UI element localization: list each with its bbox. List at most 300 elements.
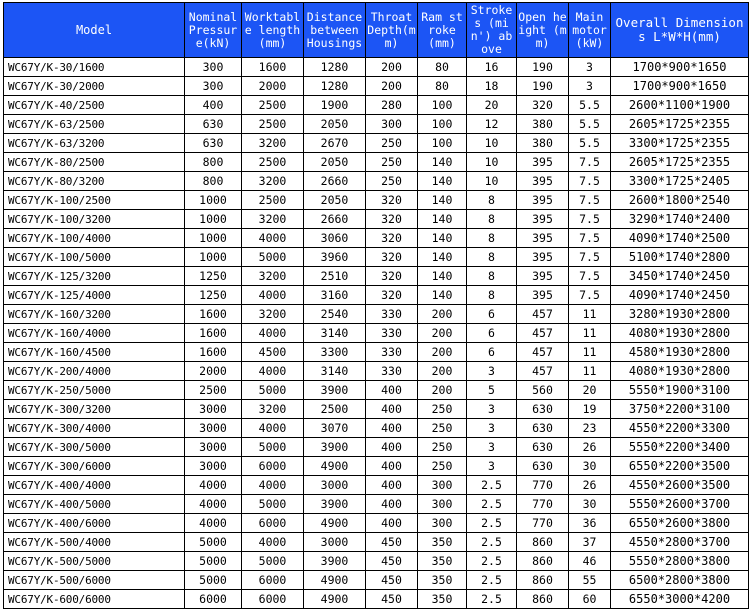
cell-nominal-pressure: 300 <box>185 77 242 96</box>
cell-worktable-length: 6000 <box>242 571 304 590</box>
cell-main-motor: 23 <box>569 419 611 438</box>
cell-ram-stroke: 200 <box>418 324 467 343</box>
cell-model: WC67Y/K-300/5000 <box>4 438 185 457</box>
cell-overall-dimensions: 5550*2600*3700 <box>611 495 749 514</box>
cell-strokes: 3 <box>467 400 517 419</box>
cell-nominal-pressure: 1000 <box>185 229 242 248</box>
cell-worktable-length: 3200 <box>242 400 304 419</box>
cell-ram-stroke: 250 <box>418 438 467 457</box>
cell-throat-depth: 450 <box>366 552 418 571</box>
cell-throat-depth: 200 <box>366 77 418 96</box>
cell-overall-dimensions: 6500*2800*3800 <box>611 571 749 590</box>
cell-ram-stroke: 250 <box>418 400 467 419</box>
cell-overall-dimensions: 6550*3000*4200 <box>611 590 749 609</box>
cell-nominal-pressure: 1250 <box>185 267 242 286</box>
cell-nominal-pressure: 5000 <box>185 571 242 590</box>
cell-throat-depth: 330 <box>366 343 418 362</box>
cell-open-height: 395 <box>517 210 569 229</box>
cell-model: WC67Y/K-30/2000 <box>4 77 185 96</box>
cell-model: WC67Y/K-100/2500 <box>4 191 185 210</box>
cell-strokes: 6 <box>467 324 517 343</box>
cell-strokes: 12 <box>467 115 517 134</box>
cell-distance-between-housings: 3160 <box>304 286 366 305</box>
cell-strokes: 8 <box>467 191 517 210</box>
cell-distance-between-housings: 3140 <box>304 324 366 343</box>
cell-strokes: 6 <box>467 343 517 362</box>
cell-main-motor: 7.5 <box>569 267 611 286</box>
cell-distance-between-housings: 3900 <box>304 438 366 457</box>
cell-main-motor: 7.5 <box>569 153 611 172</box>
cell-model: WC67Y/K-100/5000 <box>4 248 185 267</box>
cell-ram-stroke: 100 <box>418 115 467 134</box>
cell-strokes: 3 <box>467 362 517 381</box>
cell-open-height: 860 <box>517 590 569 609</box>
cell-throat-depth: 300 <box>366 115 418 134</box>
cell-distance-between-housings: 2050 <box>304 191 366 210</box>
cell-overall-dimensions: 4080*1930*2800 <box>611 362 749 381</box>
table-row <box>4 172 749 191</box>
table-row <box>4 495 749 514</box>
cell-model: WC67Y/K-100/3200 <box>4 210 185 229</box>
cell-overall-dimensions: 6550*2600*3800 <box>611 514 749 533</box>
cell-distance-between-housings: 3000 <box>304 533 366 552</box>
cell-nominal-pressure: 2500 <box>185 381 242 400</box>
table-row <box>4 381 749 400</box>
cell-distance-between-housings: 4900 <box>304 571 366 590</box>
table-row <box>4 533 749 552</box>
cell-strokes: 3 <box>467 438 517 457</box>
cell-throat-depth: 320 <box>366 248 418 267</box>
cell-ram-stroke: 140 <box>418 229 467 248</box>
cell-open-height: 860 <box>517 552 569 571</box>
cell-model: WC67Y/K-125/3200 <box>4 267 185 286</box>
cell-model: WC67Y/K-300/3200 <box>4 400 185 419</box>
cell-nominal-pressure: 1600 <box>185 305 242 324</box>
cell-open-height: 457 <box>517 343 569 362</box>
cell-strokes: 10 <box>467 153 517 172</box>
header-main-motor: Main motor (kW) <box>569 3 611 58</box>
table-row <box>4 514 749 533</box>
cell-open-height: 630 <box>517 400 569 419</box>
cell-open-height: 860 <box>517 533 569 552</box>
cell-distance-between-housings: 2540 <box>304 305 366 324</box>
cell-distance-between-housings: 3900 <box>304 552 366 571</box>
cell-nominal-pressure: 1000 <box>185 191 242 210</box>
cell-nominal-pressure: 3000 <box>185 419 242 438</box>
cell-ram-stroke: 140 <box>418 172 467 191</box>
cell-main-motor: 26 <box>569 438 611 457</box>
cell-nominal-pressure: 300 <box>185 58 242 77</box>
cell-worktable-length: 5000 <box>242 552 304 571</box>
cell-throat-depth: 280 <box>366 96 418 115</box>
cell-open-height: 560 <box>517 381 569 400</box>
cell-open-height: 630 <box>517 419 569 438</box>
header-row <box>4 3 749 58</box>
cell-strokes: 5 <box>467 381 517 400</box>
cell-overall-dimensions: 4080*1930*2800 <box>611 324 749 343</box>
cell-throat-depth: 320 <box>366 191 418 210</box>
cell-model: WC67Y/K-100/4000 <box>4 229 185 248</box>
cell-throat-depth: 330 <box>366 362 418 381</box>
cell-strokes: 2.5 <box>467 590 517 609</box>
cell-main-motor: 30 <box>569 457 611 476</box>
spec-table <box>3 2 749 609</box>
cell-open-height: 457 <box>517 362 569 381</box>
cell-worktable-length: 3200 <box>242 172 304 191</box>
table-row <box>4 267 749 286</box>
cell-open-height: 380 <box>517 115 569 134</box>
cell-nominal-pressure: 1000 <box>185 248 242 267</box>
cell-strokes: 8 <box>467 210 517 229</box>
cell-overall-dimensions: 5550*2200*3400 <box>611 438 749 457</box>
cell-model: WC67Y/K-600/6000 <box>4 590 185 609</box>
table-row <box>4 476 749 495</box>
cell-ram-stroke: 80 <box>418 58 467 77</box>
cell-main-motor: 7.5 <box>569 210 611 229</box>
cell-ram-stroke: 140 <box>418 210 467 229</box>
cell-throat-depth: 400 <box>366 438 418 457</box>
table-row <box>4 343 749 362</box>
cell-worktable-length: 4000 <box>242 419 304 438</box>
cell-main-motor: 7.5 <box>569 286 611 305</box>
cell-strokes: 3 <box>467 457 517 476</box>
cell-open-height: 395 <box>517 153 569 172</box>
table-row <box>4 77 749 96</box>
cell-distance-between-housings: 1900 <box>304 96 366 115</box>
cell-overall-dimensions: 2600*1800*2540 <box>611 191 749 210</box>
cell-model: WC67Y/K-200/4000 <box>4 362 185 381</box>
cell-main-motor: 3 <box>569 58 611 77</box>
cell-overall-dimensions: 6550*2200*3500 <box>611 457 749 476</box>
cell-nominal-pressure: 3000 <box>185 457 242 476</box>
cell-open-height: 395 <box>517 267 569 286</box>
cell-distance-between-housings: 1280 <box>304 58 366 77</box>
cell-distance-between-housings: 4900 <box>304 514 366 533</box>
cell-model: WC67Y/K-40/2500 <box>4 96 185 115</box>
cell-worktable-length: 4000 <box>242 533 304 552</box>
cell-distance-between-housings: 2660 <box>304 210 366 229</box>
cell-worktable-length: 6000 <box>242 457 304 476</box>
cell-overall-dimensions: 2605*1725*2355 <box>611 115 749 134</box>
table-row <box>4 286 749 305</box>
cell-worktable-length: 4000 <box>242 286 304 305</box>
cell-model: WC67Y/K-250/5000 <box>4 381 185 400</box>
cell-model: WC67Y/K-125/4000 <box>4 286 185 305</box>
cell-worktable-length: 2000 <box>242 77 304 96</box>
cell-strokes: 10 <box>467 134 517 153</box>
cell-distance-between-housings: 3960 <box>304 248 366 267</box>
cell-throat-depth: 320 <box>366 286 418 305</box>
cell-model: WC67Y/K-160/4500 <box>4 343 185 362</box>
cell-main-motor: 30 <box>569 495 611 514</box>
cell-distance-between-housings: 2050 <box>304 153 366 172</box>
cell-throat-depth: 320 <box>366 210 418 229</box>
cell-overall-dimensions: 3290*1740*2400 <box>611 210 749 229</box>
cell-distance-between-housings: 2500 <box>304 400 366 419</box>
cell-model: WC67Y/K-30/1600 <box>4 58 185 77</box>
cell-overall-dimensions: 3450*1740*2450 <box>611 267 749 286</box>
cell-ram-stroke: 350 <box>418 552 467 571</box>
cell-distance-between-housings: 3900 <box>304 381 366 400</box>
cell-overall-dimensions: 2605*1725*2355 <box>611 153 749 172</box>
cell-worktable-length: 5000 <box>242 495 304 514</box>
cell-main-motor: 7.5 <box>569 248 611 267</box>
cell-throat-depth: 330 <box>366 305 418 324</box>
cell-strokes: 2.5 <box>467 495 517 514</box>
cell-nominal-pressure: 630 <box>185 134 242 153</box>
cell-distance-between-housings: 2670 <box>304 134 366 153</box>
cell-model: WC67Y/K-80/3200 <box>4 172 185 191</box>
cell-main-motor: 55 <box>569 571 611 590</box>
cell-overall-dimensions: 1700*900*1650 <box>611 58 749 77</box>
cell-ram-stroke: 350 <box>418 571 467 590</box>
cell-ram-stroke: 300 <box>418 514 467 533</box>
cell-worktable-length: 6000 <box>242 590 304 609</box>
cell-ram-stroke: 250 <box>418 457 467 476</box>
table-row <box>4 571 749 590</box>
cell-open-height: 630 <box>517 438 569 457</box>
cell-model: WC67Y/K-300/4000 <box>4 419 185 438</box>
cell-nominal-pressure: 5000 <box>185 552 242 571</box>
cell-worktable-length: 3200 <box>242 210 304 229</box>
cell-main-motor: 11 <box>569 343 611 362</box>
cell-throat-depth: 400 <box>366 400 418 419</box>
table-row <box>4 191 749 210</box>
cell-overall-dimensions: 4550*2800*3700 <box>611 533 749 552</box>
cell-worktable-length: 5000 <box>242 438 304 457</box>
cell-ram-stroke: 350 <box>418 590 467 609</box>
cell-ram-stroke: 140 <box>418 153 467 172</box>
table-header <box>4 3 749 58</box>
cell-throat-depth: 400 <box>366 514 418 533</box>
cell-worktable-length: 3200 <box>242 134 304 153</box>
cell-overall-dimensions: 4090*1740*2500 <box>611 229 749 248</box>
cell-worktable-length: 4000 <box>242 476 304 495</box>
cell-nominal-pressure: 2000 <box>185 362 242 381</box>
cell-strokes: 6 <box>467 305 517 324</box>
cell-open-height: 770 <box>517 514 569 533</box>
cell-distance-between-housings: 3300 <box>304 343 366 362</box>
cell-open-height: 457 <box>517 324 569 343</box>
cell-nominal-pressure: 4000 <box>185 495 242 514</box>
cell-strokes: 2.5 <box>467 533 517 552</box>
table-row <box>4 210 749 229</box>
cell-ram-stroke: 300 <box>418 495 467 514</box>
cell-main-motor: 11 <box>569 324 611 343</box>
cell-worktable-length: 4000 <box>242 362 304 381</box>
cell-ram-stroke: 80 <box>418 77 467 96</box>
cell-ram-stroke: 200 <box>418 381 467 400</box>
header-nominal-pressure: Nominal Pressure(kN) <box>185 3 242 58</box>
cell-ram-stroke: 100 <box>418 96 467 115</box>
cell-ram-stroke: 100 <box>418 134 467 153</box>
cell-main-motor: 36 <box>569 514 611 533</box>
cell-worktable-length: 2500 <box>242 96 304 115</box>
cell-throat-depth: 250 <box>366 172 418 191</box>
cell-ram-stroke: 140 <box>418 267 467 286</box>
cell-strokes: 3 <box>467 419 517 438</box>
cell-model: WC67Y/K-500/4000 <box>4 533 185 552</box>
cell-model: WC67Y/K-160/3200 <box>4 305 185 324</box>
cell-open-height: 190 <box>517 77 569 96</box>
table-row <box>4 96 749 115</box>
cell-open-height: 395 <box>517 229 569 248</box>
cell-nominal-pressure: 5000 <box>185 533 242 552</box>
cell-main-motor: 5.5 <box>569 134 611 153</box>
cell-nominal-pressure: 800 <box>185 153 242 172</box>
cell-throat-depth: 250 <box>366 153 418 172</box>
cell-main-motor: 20 <box>569 381 611 400</box>
cell-strokes: 8 <box>467 267 517 286</box>
table-row <box>4 362 749 381</box>
cell-open-height: 395 <box>517 286 569 305</box>
cell-throat-depth: 400 <box>366 457 418 476</box>
table-row <box>4 400 749 419</box>
cell-distance-between-housings: 3900 <box>304 495 366 514</box>
cell-open-height: 860 <box>517 571 569 590</box>
cell-model: WC67Y/K-300/6000 <box>4 457 185 476</box>
cell-throat-depth: 320 <box>366 229 418 248</box>
table-row <box>4 305 749 324</box>
table-row <box>4 590 749 609</box>
header-overall-dimensions: Overall Dimensions L*W*H(mm) <box>611 3 749 58</box>
cell-overall-dimensions: 5550*2800*3800 <box>611 552 749 571</box>
cell-ram-stroke: 300 <box>418 476 467 495</box>
table-body <box>4 58 749 609</box>
cell-strokes: 2.5 <box>467 571 517 590</box>
cell-strokes: 8 <box>467 229 517 248</box>
cell-ram-stroke: 200 <box>418 343 467 362</box>
cell-main-motor: 7.5 <box>569 172 611 191</box>
cell-strokes: 2.5 <box>467 476 517 495</box>
cell-main-motor: 5.5 <box>569 115 611 134</box>
table-row <box>4 134 749 153</box>
cell-strokes: 20 <box>467 96 517 115</box>
cell-ram-stroke: 250 <box>418 419 467 438</box>
cell-ram-stroke: 140 <box>418 248 467 267</box>
cell-throat-depth: 330 <box>366 324 418 343</box>
cell-worktable-length: 5000 <box>242 381 304 400</box>
cell-nominal-pressure: 800 <box>185 172 242 191</box>
cell-main-motor: 7.5 <box>569 191 611 210</box>
cell-worktable-length: 2500 <box>242 115 304 134</box>
cell-strokes: 8 <box>467 286 517 305</box>
cell-ram-stroke: 350 <box>418 533 467 552</box>
table-row <box>4 248 749 267</box>
cell-ram-stroke: 140 <box>418 286 467 305</box>
cell-throat-depth: 400 <box>366 419 418 438</box>
cell-model: WC67Y/K-160/4000 <box>4 324 185 343</box>
cell-overall-dimensions: 3300*1725*2355 <box>611 134 749 153</box>
cell-nominal-pressure: 630 <box>185 115 242 134</box>
cell-main-motor: 11 <box>569 305 611 324</box>
header-worktable-length: Worktable length(mm) <box>242 3 304 58</box>
cell-overall-dimensions: 5100*1740*2800 <box>611 248 749 267</box>
cell-main-motor: 11 <box>569 362 611 381</box>
cell-distance-between-housings: 3140 <box>304 362 366 381</box>
cell-model: WC67Y/K-63/2500 <box>4 115 185 134</box>
cell-throat-depth: 450 <box>366 590 418 609</box>
header-strokes: Strokes (min') above <box>467 3 517 58</box>
cell-main-motor: 26 <box>569 476 611 495</box>
cell-nominal-pressure: 4000 <box>185 514 242 533</box>
cell-nominal-pressure: 6000 <box>185 590 242 609</box>
cell-nominal-pressure: 1600 <box>185 324 242 343</box>
header-model: Model <box>4 3 185 58</box>
cell-throat-depth: 450 <box>366 571 418 590</box>
cell-main-motor: 37 <box>569 533 611 552</box>
cell-overall-dimensions: 3300*1725*2405 <box>611 172 749 191</box>
table-row <box>4 552 749 571</box>
cell-strokes: 8 <box>467 248 517 267</box>
cell-worktable-length: 1600 <box>242 58 304 77</box>
cell-open-height: 770 <box>517 495 569 514</box>
cell-ram-stroke: 200 <box>418 305 467 324</box>
cell-open-height: 320 <box>517 96 569 115</box>
cell-open-height: 190 <box>517 58 569 77</box>
cell-worktable-length: 3200 <box>242 267 304 286</box>
cell-strokes: 16 <box>467 58 517 77</box>
cell-open-height: 395 <box>517 191 569 210</box>
cell-main-motor: 3 <box>569 77 611 96</box>
cell-open-height: 395 <box>517 172 569 191</box>
cell-distance-between-housings: 2050 <box>304 115 366 134</box>
table-row <box>4 58 749 77</box>
cell-strokes: 2.5 <box>467 552 517 571</box>
header-throat-depth: Throat Depth(mm) <box>366 3 418 58</box>
cell-main-motor: 60 <box>569 590 611 609</box>
cell-overall-dimensions: 1700*900*1650 <box>611 77 749 96</box>
header-distance-between-housings: Distance between Housings <box>304 3 366 58</box>
cell-worktable-length: 4500 <box>242 343 304 362</box>
cell-model: WC67Y/K-400/4000 <box>4 476 185 495</box>
cell-overall-dimensions: 4090*1740*2450 <box>611 286 749 305</box>
cell-main-motor: 19 <box>569 400 611 419</box>
cell-distance-between-housings: 3000 <box>304 476 366 495</box>
table-row <box>4 457 749 476</box>
cell-nominal-pressure: 400 <box>185 96 242 115</box>
cell-worktable-length: 6000 <box>242 514 304 533</box>
cell-throat-depth: 450 <box>366 533 418 552</box>
cell-strokes: 18 <box>467 77 517 96</box>
cell-overall-dimensions: 5550*1900*3100 <box>611 381 749 400</box>
cell-distance-between-housings: 4900 <box>304 457 366 476</box>
cell-throat-depth: 400 <box>366 495 418 514</box>
cell-overall-dimensions: 3280*1930*2800 <box>611 305 749 324</box>
table-row <box>4 438 749 457</box>
cell-open-height: 457 <box>517 305 569 324</box>
header-ram-stroke: Ram stroke (mm) <box>418 3 467 58</box>
cell-model: WC67Y/K-500/6000 <box>4 571 185 590</box>
cell-strokes: 2.5 <box>467 514 517 533</box>
cell-throat-depth: 320 <box>366 267 418 286</box>
cell-model: WC67Y/K-400/6000 <box>4 514 185 533</box>
cell-nominal-pressure: 1250 <box>185 286 242 305</box>
header-open-height: Open height (mm) <box>517 3 569 58</box>
table-row <box>4 115 749 134</box>
cell-overall-dimensions: 4550*2600*3500 <box>611 476 749 495</box>
cell-worktable-length: 4000 <box>242 229 304 248</box>
cell-main-motor: 5.5 <box>569 96 611 115</box>
cell-throat-depth: 250 <box>366 134 418 153</box>
cell-distance-between-housings: 3070 <box>304 419 366 438</box>
cell-open-height: 380 <box>517 134 569 153</box>
table-row <box>4 153 749 172</box>
cell-main-motor: 46 <box>569 552 611 571</box>
cell-model: WC67Y/K-400/5000 <box>4 495 185 514</box>
table-row <box>4 229 749 248</box>
cell-throat-depth: 400 <box>366 476 418 495</box>
